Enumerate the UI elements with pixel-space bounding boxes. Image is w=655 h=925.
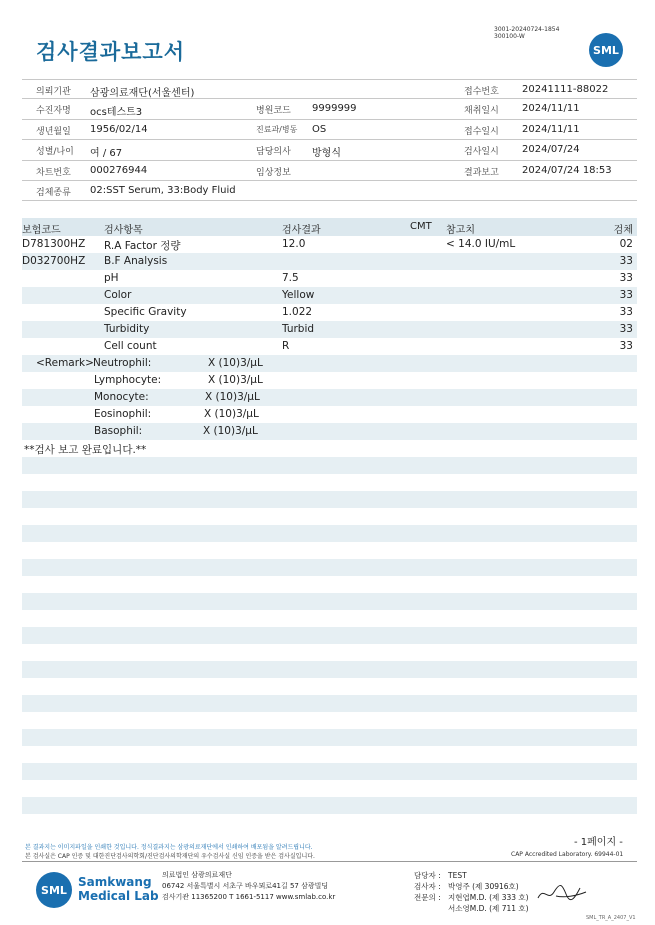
row-result: 12.0 bbox=[282, 238, 306, 250]
accreditation-notice: 본 검사실은 CAP 인증 및 대한진단검사의학회/진단검사의학재단의 우수검사실 신임 인증을 받은 검사실입니다. bbox=[25, 853, 315, 860]
info-value: 여 / 67 bbox=[90, 148, 123, 160]
info-label: 차트번호 bbox=[36, 167, 71, 178]
row-item: R.A Factor 정량 bbox=[104, 240, 181, 252]
info-label: 채취일시 bbox=[464, 106, 499, 117]
staff-list bbox=[414, 870, 529, 914]
end-message: **검사 보고 완료입니다.** bbox=[24, 444, 147, 456]
row-result: R bbox=[282, 340, 290, 352]
sml-logo: SML bbox=[589, 33, 623, 67]
info-row bbox=[22, 99, 637, 119]
table-row bbox=[22, 338, 637, 355]
info-label: 검사일시 bbox=[464, 147, 499, 158]
row-code: D781300HZ bbox=[22, 238, 86, 250]
patient-info-table bbox=[22, 79, 637, 201]
brand-line1: Samkwang bbox=[78, 875, 152, 889]
row-item: pH bbox=[104, 272, 119, 284]
info-row bbox=[22, 181, 637, 201]
document-code-line1: 3001-20240724-1854 bbox=[494, 26, 560, 33]
brand-name bbox=[78, 875, 159, 903]
info-value: OS bbox=[312, 123, 327, 135]
address-line: 검사기관 11365200 T 1661-5117 www.smlab.co.kr bbox=[162, 893, 336, 901]
staff-value: 서소영M.D. (제 711 호) bbox=[448, 904, 529, 913]
remark-unit: X (10)3/μL bbox=[203, 425, 258, 437]
empty-stripe bbox=[22, 627, 637, 644]
row-specimen: 33 bbox=[619, 272, 633, 284]
remark-name: Eosinophil: bbox=[94, 408, 152, 420]
info-value: 2024/07/24 bbox=[522, 144, 580, 156]
remark-row bbox=[22, 389, 637, 406]
remark-prefix: <Remark> bbox=[36, 357, 94, 369]
remark-unit: X (10)3/μL bbox=[208, 374, 263, 386]
row-specimen: 33 bbox=[619, 255, 633, 267]
document-code-line2: 300100-W bbox=[494, 33, 525, 40]
row-result: 1.022 bbox=[282, 306, 313, 318]
remark-row bbox=[22, 372, 637, 389]
info-row bbox=[22, 120, 637, 140]
header-specimen: 검체 bbox=[613, 225, 633, 236]
info-label: 의뢰기관 bbox=[36, 87, 71, 97]
results-table-header bbox=[22, 218, 637, 236]
remark-unit: X (10)3/μL bbox=[204, 408, 259, 420]
empty-stripe bbox=[22, 593, 637, 610]
info-label: 접수번호 bbox=[464, 87, 499, 97]
row-result: Yellow bbox=[282, 289, 315, 301]
row-item: B.F Analysis bbox=[104, 255, 168, 267]
table-row bbox=[22, 287, 637, 304]
row-specimen: 33 bbox=[619, 289, 633, 301]
page-number: - 1페이지 - bbox=[574, 837, 623, 848]
header-code: 보험코드 bbox=[22, 225, 61, 236]
row-specimen: 33 bbox=[619, 340, 633, 352]
row-result: 7.5 bbox=[282, 272, 299, 284]
report-title: 검사결과보고서 bbox=[36, 40, 186, 64]
end-message-row bbox=[22, 440, 637, 457]
info-label: 진료과/병동 bbox=[256, 124, 298, 134]
info-value: 2024/07/24 18:53 bbox=[522, 164, 612, 176]
info-row bbox=[22, 140, 637, 160]
row-item: Specific Gravity bbox=[104, 306, 187, 318]
empty-stripe bbox=[22, 763, 637, 780]
staff-label: 검사자 : bbox=[414, 882, 441, 891]
row-specimen: 33 bbox=[619, 306, 633, 318]
row-ref: < 14.0 IU/mL bbox=[446, 238, 516, 250]
row-code: D032700HZ bbox=[22, 255, 86, 267]
empty-stripe bbox=[22, 491, 637, 508]
info-value: 000276944 bbox=[90, 164, 148, 176]
empty-stripe bbox=[22, 695, 637, 712]
info-value: 1956/02/14 bbox=[90, 123, 148, 135]
row-specimen: 33 bbox=[619, 323, 633, 335]
lab-address bbox=[162, 870, 335, 903]
staff-label: 전문의 : bbox=[414, 893, 441, 902]
info-value: 02:SST Serum, 33:Body Fluid bbox=[90, 184, 236, 196]
row-result: Turbid bbox=[282, 323, 315, 335]
remark-name: Neutrophil: bbox=[93, 357, 152, 369]
info-value: 2024/11/11 bbox=[522, 123, 580, 135]
address-line: 06742 서울특별시 서초구 바우뫼로41길 57 삼광빌딩 bbox=[162, 882, 329, 890]
table-row bbox=[22, 236, 637, 253]
table-row bbox=[22, 304, 637, 321]
info-label: 병원코드 bbox=[256, 106, 291, 117]
info-value: ocs테스트3 bbox=[90, 107, 143, 119]
table-row bbox=[22, 253, 637, 270]
remark-name: Basophil: bbox=[94, 425, 143, 437]
info-label: 검체종류 bbox=[36, 187, 71, 198]
row-item: Color bbox=[104, 289, 132, 301]
table-row bbox=[22, 270, 637, 287]
row-specimen: 02 bbox=[619, 238, 633, 250]
row-item: Cell count bbox=[104, 340, 157, 352]
header-result: 검사결과 bbox=[282, 225, 321, 236]
staff-label: 담당자 : bbox=[414, 871, 441, 880]
info-value: 방형식 bbox=[312, 148, 341, 160]
remark-row bbox=[22, 355, 637, 372]
empty-stripe bbox=[22, 661, 637, 678]
staff-value: TEST bbox=[448, 871, 467, 880]
row-item: Turbidity bbox=[104, 323, 150, 335]
signature-icon bbox=[536, 880, 588, 906]
info-value: 9999999 bbox=[312, 103, 357, 115]
header-cmt: CMT bbox=[410, 221, 432, 232]
info-label: 임상정보 bbox=[256, 167, 291, 178]
staff-value: 지현엽M.D. (제 333 호) bbox=[448, 893, 529, 902]
info-value: 20241111-88022 bbox=[522, 84, 609, 95]
remark-unit: X (10)3/μL bbox=[208, 357, 263, 369]
empty-stripe bbox=[22, 457, 637, 474]
print-notice: 본 결과지는 이미지파일을 인쇄한 것입니다. 정식결과지는 삼광의료재단에서 인쇄하여 배포됨을 알려드립니다. bbox=[25, 844, 313, 851]
brand-line2: Medical Lab bbox=[78, 889, 159, 903]
header-item: 검사항목 bbox=[104, 225, 143, 236]
info-label: 수진자명 bbox=[36, 106, 71, 117]
remark-unit: X (10)3/μL bbox=[205, 391, 260, 403]
remark-name: Lymphocyte: bbox=[94, 374, 162, 386]
info-row bbox=[22, 79, 637, 99]
info-label: 생년월일 bbox=[36, 126, 71, 137]
info-label: 접수일시 bbox=[464, 126, 499, 137]
info-label: 결과보고 bbox=[464, 167, 499, 178]
empty-stripe bbox=[22, 729, 637, 746]
info-value: 삼광의료재단(서울센터) bbox=[90, 88, 195, 99]
info-row bbox=[22, 161, 637, 181]
footer-divider bbox=[22, 861, 637, 862]
staff-value: 박영주 (제 30916호) bbox=[448, 882, 519, 891]
empty-stripe bbox=[22, 559, 637, 576]
empty-stripe bbox=[22, 797, 637, 814]
info-value: 2024/11/11 bbox=[522, 103, 580, 115]
sml-logo-footer: SML bbox=[36, 872, 72, 908]
header-ref: 참고치 bbox=[446, 225, 475, 236]
info-label: 성별/나이 bbox=[36, 147, 74, 158]
remark-row bbox=[22, 406, 637, 423]
info-label: 담당의사 bbox=[256, 147, 291, 158]
remark-row bbox=[22, 423, 637, 440]
table-row bbox=[22, 321, 637, 338]
empty-stripe bbox=[22, 525, 637, 542]
form-id: SML_TR_A_2407_V1 bbox=[586, 915, 636, 921]
remark-name: Monocyte: bbox=[94, 391, 149, 403]
document-code bbox=[494, 26, 559, 40]
address-line: 의료법인 삼광의료재단 bbox=[162, 871, 232, 879]
results-table bbox=[22, 218, 637, 457]
cap-accreditation: CAP Accredited Laboratory. 69944-01 bbox=[511, 851, 624, 858]
